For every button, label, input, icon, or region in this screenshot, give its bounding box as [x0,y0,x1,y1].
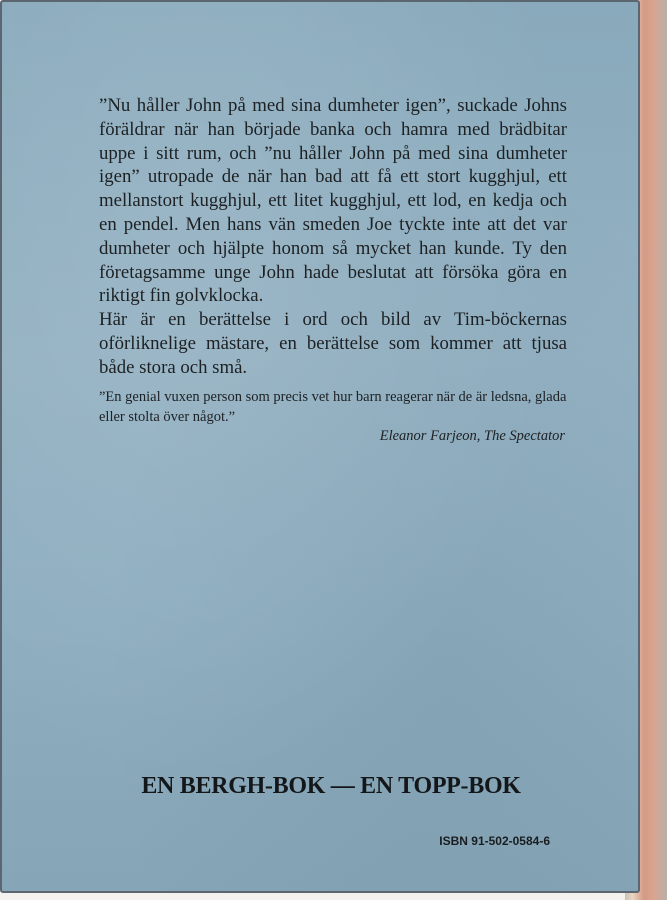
blurb-paragraph-1: ”Nu håller John på med sina dumheter igen”, suckade Johns föräldrar när han började banka och hamra med brädbitar uppe i sitt rum, och ”nu håller John på med sina dumheter igen” utropade de när han bad att få ett stort kugghjul, ett mellanstort kugghjul, ett litet kugghjul, ett lod, en kedja och en pendel. Men hans vän smeden Joe tyckte inte att det var dumheter och hjälpte honom så mycket han kunde. Ty den företagsamme unge John hade beslutat att försöka göra en riktigt fin golvklocka. [99,95,567,307]
isbn-number: ISBN 91-502-0584-6 [439,834,550,848]
blurb-paragraph-2: Här är en berättelse i ord och bild av Tim-böckernas oförliknelige mästare, en berättelse som kommer att tjusa både stora och små. [99,309,567,378]
review-attribution: Eleanor Farjeon, The Spectator [379,428,565,444]
review-quote: ”En genial vuxen person som precis vet hur barn reagerar när de är ledsna, glada eller stolta över något.” [99,389,567,425]
publisher-slogan: EN BERGH-BOK — EN TOPP-BOK [141,773,521,799]
